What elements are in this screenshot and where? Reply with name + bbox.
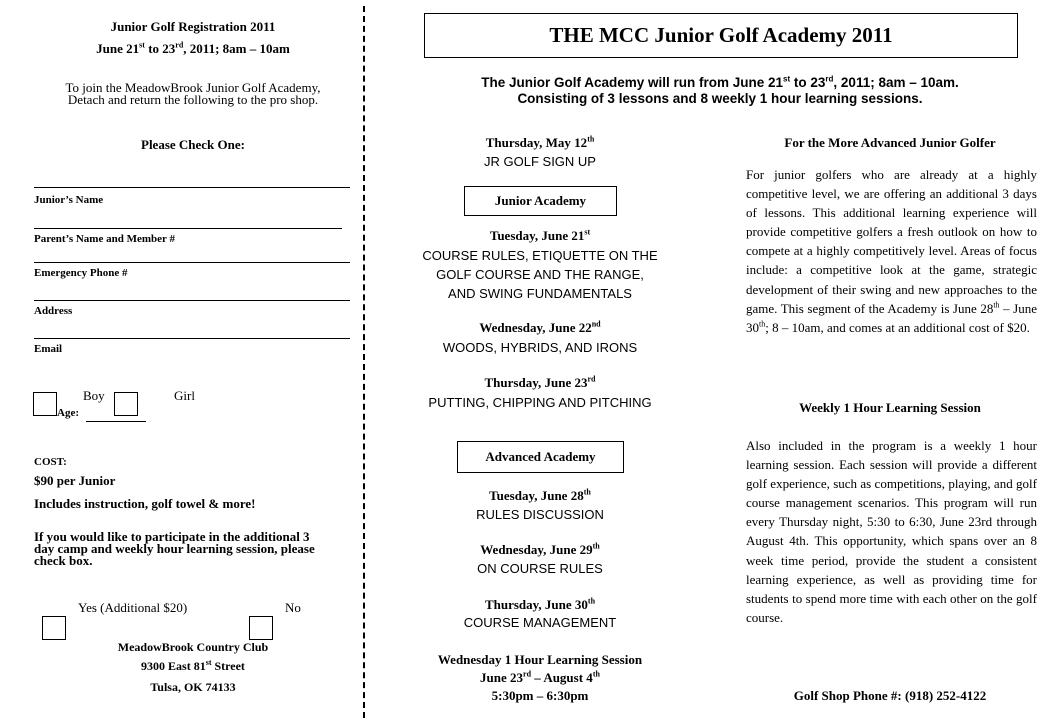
junior-day-1-topics: COURSE RULES, ETIQUETTE ON THE GOLF COURSE AND THE RANGE, AND SWING FUNDAMENTALS: [422, 248, 658, 301]
weekly-session-dates: June 23rd – August 4th: [480, 669, 600, 685]
advanced-golfer-heading: For the More Advanced Junior Golfer: [784, 135, 996, 150]
girl-label: Girl: [174, 388, 195, 403]
advanced-day-1-topics: RULES DISCUSSION: [476, 507, 604, 522]
cost-value: $90 per Junior: [34, 473, 116, 488]
girl-checkbox[interactable]: [114, 392, 138, 416]
junior-day-2-topics: WOODS, HYBRIDS, AND IRONS: [442, 340, 638, 355]
golf-shop-phone: Golf Shop Phone #: (918) 252-4122: [793, 688, 987, 703]
club-name: MeadowBrook Country Club: [117, 640, 269, 654]
advanced-academy-label: Advanced Academy: [457, 441, 624, 473]
junior-name-line[interactable]: [34, 187, 350, 188]
junior-day-2-date: Wednesday, June 22nd: [479, 319, 601, 335]
advanced-day-3-date: Thursday, June 30th: [484, 596, 596, 612]
junior-day-3-topics: PUTTING, CHIPPING AND PITCHING: [428, 395, 652, 410]
junior-day-3-date: Thursday, June 23rd: [484, 374, 596, 390]
participate-text: If you would like to participate in the additional 3 day camp and weekly hour learning session, please check box.: [34, 529, 315, 568]
no-checkbox[interactable]: [249, 616, 273, 640]
includes-text: Includes instruction, golf towel & more!: [34, 496, 256, 511]
weekly-session-time: 5:30pm – 6:30pm: [491, 688, 589, 703]
emergency-phone-label: Emergency Phone #: [34, 267, 128, 279]
weekly-learning-text: Also included in the program is a weekly 1 hour learning session. Each session will provide a different golf experience, such as competitions, playing, and golf course management scenarios. This program will run every Thursday night, 5:30 to 6:30, June 23rd through August 4th. This opportunity, which spans over an 8 week time period, provide the student a consistent learning experience, as well as providing time for students to spend more time with each other on the golf course.: [746, 438, 1037, 625]
advanced-day-1-date: Tuesday, June 28th: [489, 487, 591, 503]
advanced-day-3-topics: COURSE MANAGEMENT: [463, 615, 617, 630]
registration-title: Junior Golf Registration 2011: [110, 19, 276, 34]
junior-day-1-date: Tuesday, June 21st: [489, 227, 591, 243]
age-line[interactable]: [86, 421, 146, 422]
weekly-learning-heading: Weekly 1 Hour Learning Session: [799, 400, 981, 415]
boy-checkbox[interactable]: [33, 392, 57, 416]
email-line[interactable]: [34, 338, 350, 339]
parent-name-line[interactable]: [34, 228, 342, 229]
junior-academy-label: Junior Academy: [464, 186, 617, 216]
email-label: Email: [34, 343, 63, 355]
brochure-title: THE MCC Junior Golf Academy 2011: [424, 13, 1018, 58]
yes-checkbox[interactable]: [42, 616, 66, 640]
cost-label: COST:: [34, 456, 67, 468]
boy-label: Boy: [83, 388, 105, 403]
advanced-day-2-date: Wednesday, June 29th: [480, 541, 600, 557]
junior-name-label: Junior’s Name: [34, 194, 104, 206]
fold-cut-line: [363, 6, 365, 718]
yes-label: Yes (Additional $20): [78, 600, 188, 615]
emergency-phone-line[interactable]: [34, 262, 350, 263]
parent-name-label: Parent’s Name and Member #: [34, 233, 175, 245]
club-city: Tulsa, OK 74133: [150, 680, 236, 694]
registration-dates: June 21st to 23rd, 2011; 8am – 10am: [96, 40, 290, 56]
signup-date: Thursday, May 12th: [485, 134, 595, 150]
advanced-day-2-topics: ON COURSE RULES: [477, 561, 603, 576]
check-heading: Please Check One:: [141, 137, 245, 152]
address-line[interactable]: [34, 300, 350, 301]
no-label: No: [285, 600, 301, 615]
registration-intro: To join the MeadowBrook Junior Golf Academy, Detach and return the following to the pro shop.: [65, 80, 321, 107]
brochure-subtitle-1: The Junior Golf Academy will run from June 21st to 23rd, 2011; 8am – 10am.: [481, 74, 959, 90]
signup-text: JR GOLF SIGN UP: [484, 154, 596, 169]
club-street: 9300 East 81st Street: [141, 658, 245, 673]
address-label: Address: [34, 305, 73, 317]
brochure-subtitle-2: Consisting of 3 lessons and 8 weekly 1 hour learning sessions.: [517, 91, 923, 106]
weekly-session-title: Wednesday 1 Hour Learning Session: [437, 652, 643, 667]
advanced-golfer-text: For junior golfers who are already at a highly competitive level, we are offering an additional 3 days of lessons. This additional learning experience will provide competitive golfers a fresh outlook on how to compete at a highly competitively level. Areas of focus include: a competitive look at the game, strategic development of their swing and new approaches to the game. This segment of the Academy is June 28th – June 30th; 8 – 10am, and comes at an additional cost of $20.: [746, 167, 1037, 335]
age-label: Age:: [57, 407, 79, 419]
